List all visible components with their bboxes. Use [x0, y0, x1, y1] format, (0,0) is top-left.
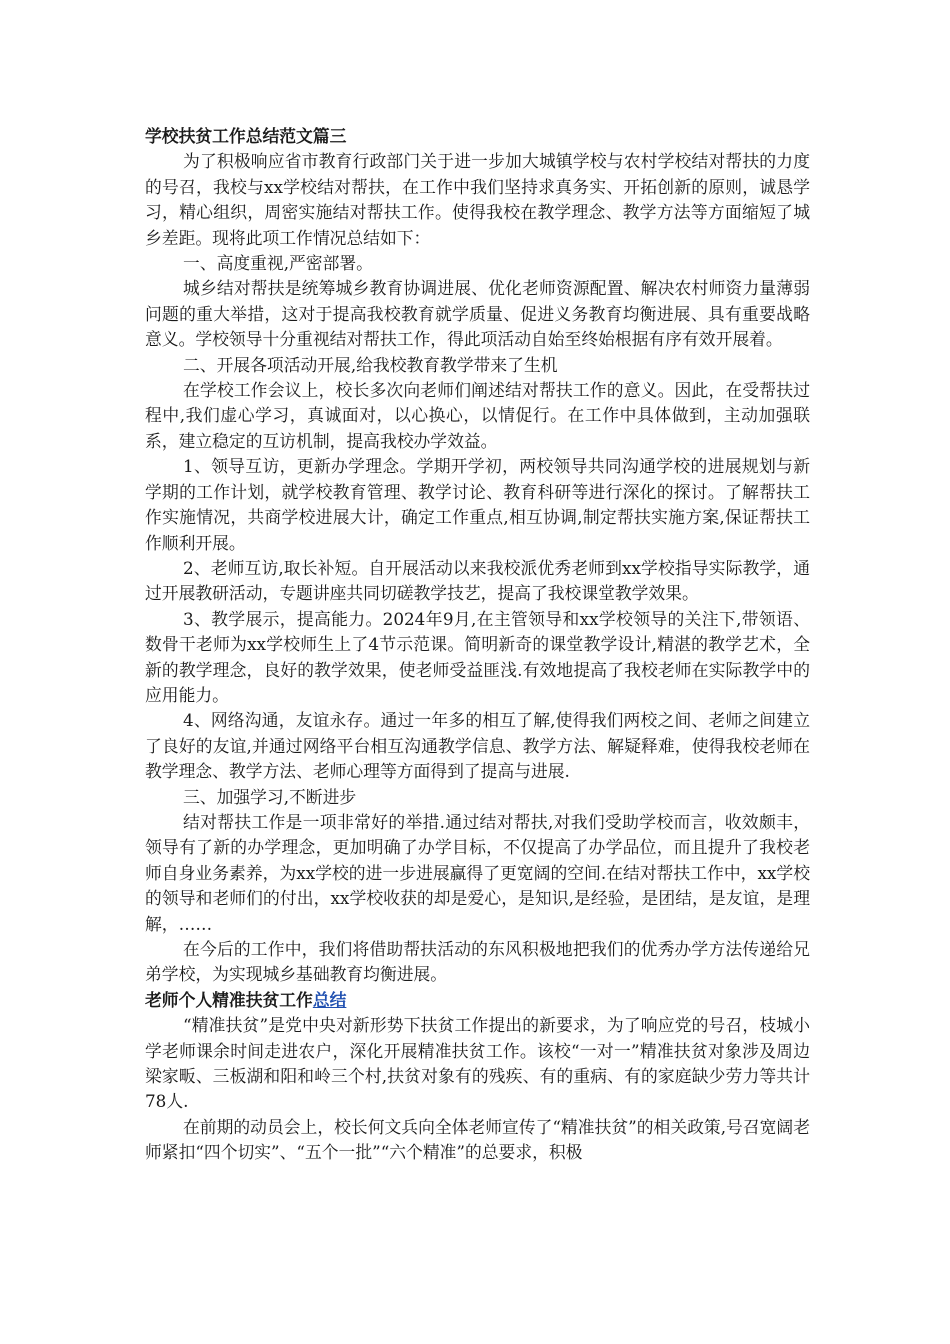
section-title-text: 老师个人精准扶贫工作 — [145, 989, 313, 1010]
paragraph: 在今后的工作中，我们将借助帮扶活动的东风积极地把我们的优秀办学方法传递给兄弟学校，为实现城乡基础教育均衡进展。 — [145, 939, 810, 985]
paragraph: 城乡结对帮扶是统筹城乡教育协调进展、优化老师资源配置、解决农村师资力量薄弱问题的重大举措，这对于提高我校教育就学质量、促进义务教育均衡进展、具有重要战略意义。学校领导十分重视结对帮扶工作，得此项活动自始至终始根据有序有效开展着。 — [145, 278, 810, 350]
paragraph: “精准扶贫”是党中央对新形势下扶贫工作提出的新要求，为了响应党的号召，枝城小学老师课余时间走进农户，深化开展精准扶贫工作。该校“一对一”精准扶贫对象涉及周边梁家畈、三板湖和阳和岭三个村,扶贫对象有的残疾、有的重病、有的家庭缺少劳力等共计78人. — [145, 1015, 810, 1112]
paragraph: 3、教学展示，提高能力。2024年9月,在主管领导和xx学校领导的关注下,带领语、数骨干老师为xx学校师生上了4节示范课。简明新奇的课堂教学设计,精湛的教学艺术，全新的教学理念，良好的教学效果，使老师受益匪浅.有效地提高了我校老师在实际教学中的应用能力。 — [145, 608, 810, 705]
paragraph: 4、网络沟通，友谊永存。通过一年多的相互了解,使得我们两校之间、老师之间建立了良好的友谊,并通过网络平台相互沟通教学信息、教学方法、解疑释难，使得我校老师在教学理念、教学方法、老师心理等方面得到了提高与进展. — [145, 710, 810, 782]
paragraph: 在学校工作会议上，校长多次向老师们阐述结对帮扶工作的意义。因此，在受帮扶过程中,我们虚心学习，真诚面对，以心换心，以情促行。在工作中具体做到，主动加强联系，建立稳定的互访机制，提高我校办学效益。 — [145, 380, 810, 451]
paragraph: 1、领导互访，更新办学理念。学期开学初，两校领导共同沟通学校的进展规划与新学期的工作计划，就学校教育管理、教学讨论、教育科研等进行深化的探讨。了解帮扶工作实施情况，共商学校进展大计，确定工作重点,相互协调,制定帮扶实施方案,保证帮扶工作顺利开展。 — [145, 456, 810, 553]
paragraph: 2、老师互访,取长补短。自开展活动以来我校派优秀老师到xx学校指导实际教学，通过开展教研活动，专题讲座共同切磋教学技艺，提高了我校课堂教学效果。 — [145, 557, 810, 604]
paragraph: 结对帮扶工作是一项非常好的举措.通过结对帮扶,对我们受助学校而言，收效颇丰，领导有了新的办学理念，更加明确了办学目标，不仅提高了办学品位，而且提升了我校老师自身业务素养，为xx学校的进一步进展赢得了更宽阔的空间.在结对帮扶工作中，xx学校的领导和老师们的付出，xx学校收获的却是爱心，是知识,是经验，是团结，是友谊，是理解，…… — [145, 811, 810, 934]
paragraph: 为了积极响应省市教育行政部门关于进一步加大城镇学校与农村学校结对帮扶的力度的号召，我校与xx学校结对帮扶，在工作中我们坚持求真务实、开拓创新的原则，诚恳学习，精心组织，周密实施结对帮扶工作。使得我校在教学理念、教学方法等方面缩短了城乡差距。现将此项工作情况总结如下： — [145, 151, 810, 248]
paragraph: 在前期的动员会上，校长何文兵向全体老师宣传了“精准扶贫”的相关政策,号召宽阔老师紧扣“四个切实”、“五个一批”“六个精准”的总要求，积极 — [145, 1116, 810, 1163]
summary-link[interactable]: 总结 — [312, 989, 347, 1010]
subheading: 一、高度重视,严密部署。 — [183, 253, 373, 274]
document-page — [145, 124, 810, 1166]
subheading: 二、开展各项活动开展,给我校教育教学带来了生机 — [183, 354, 558, 375]
subheading: 三、加强学习,不断进步 — [183, 786, 357, 807]
section-title-2 — [145, 988, 810, 1013]
section-title: 学校扶贫工作总结范文篇三 — [145, 126, 347, 146]
